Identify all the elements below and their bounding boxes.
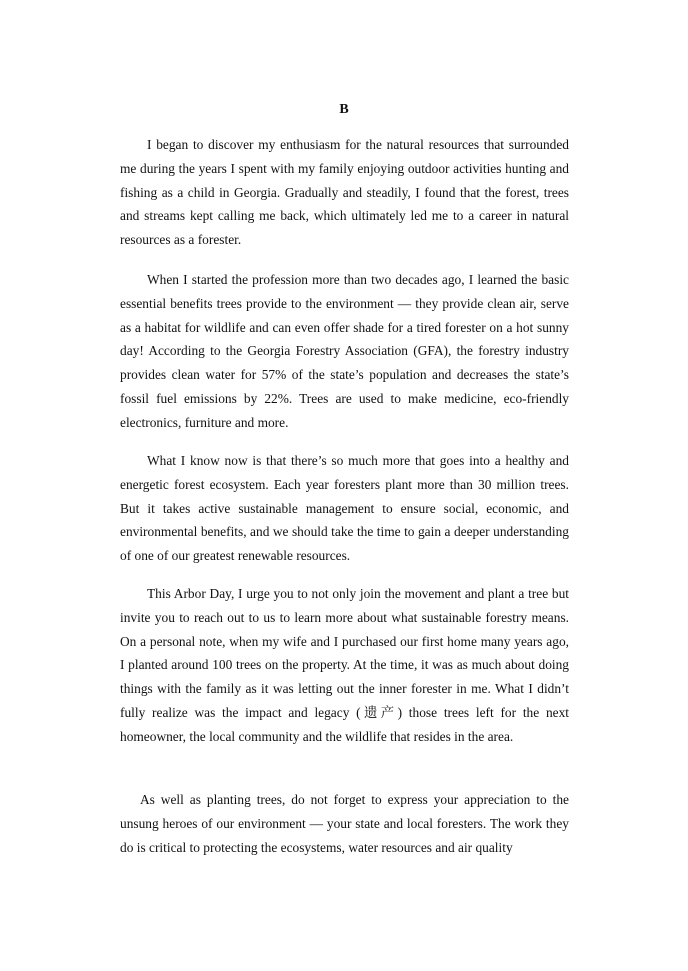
paragraph-5: As well as planting trees, do not forget to express your appreciation to the unsung heroes of our environment — your state and local foresters. The work they do is critical to protecting the ecosystems, water resources and air quality (120, 792, 569, 855)
paragraph-2: When I started the profession more than two decades ago, I learned the basic essential benefits trees provide to the environment — they provide clean air, serve as a habitat for wildlife and can even offer shade for a tired forester on a hot sunny day! According to the Georgia Forestry Association (GFA), the forestry industry provides clean water for 57% of the state’s population and decreases the state’s fossil fuel emissions by 22%. Trees are used to make medicine, eco-friendly electronics, furniture and more. (120, 272, 569, 430)
paragraph-4: This Arbor Day, I urge you to not only join the movement and plant a tree but invite you to reach out to us to learn more about what sustainable forestry means. On a personal note, when my wife and I purchased our first home many years ago, I planted around 100 trees on the property. At the time, it was as much about doing things with the family as it was letting out the inner forester in me. What I didn’t fully realize was the impact and legacy (遗产) those trees left for the next homeowner, the local community and the wildlife that resides in the area. (120, 586, 569, 744)
paragraph-3: What I know now is that there’s so much more that goes into a healthy and energetic forest ecosystem. Each year foresters plant more than 30 million trees. But it takes active sustainable management to ensure social, economic, and environmental benefits, and we should take the time to gain a deeper understanding of one of our greatest renewable resources. (120, 453, 569, 564)
section-heading: B (339, 102, 349, 117)
paragraph-1: I began to discover my enthusiasm for the natural resources that surrounded me during the years I spent with my family enjoying outdoor activities hunting and fishing as a child in Georgia. Gradually and steadily, I found that the forest, trees and streams kept calling me back, which ultimately led me to a career in natural resources as a forester. (120, 137, 569, 248)
